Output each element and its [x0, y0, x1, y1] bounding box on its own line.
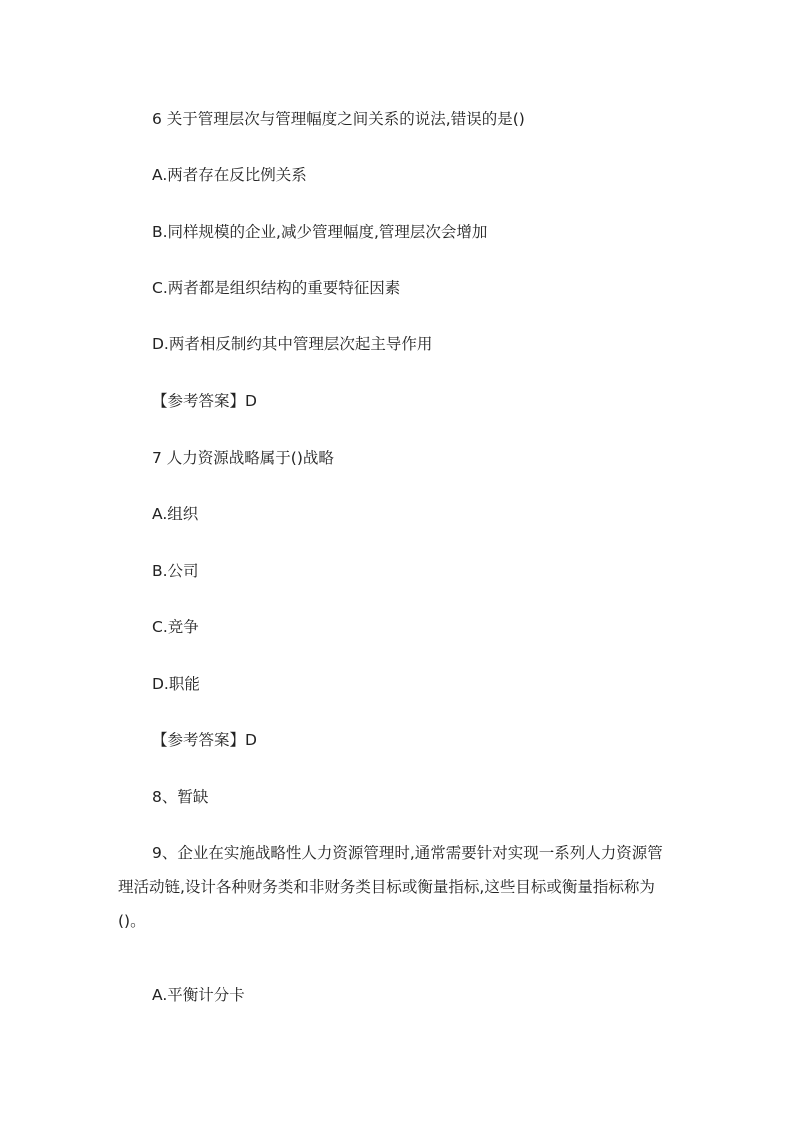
question-6-option-a: A.两者存在反比例关系 [152, 166, 307, 184]
question-7-option-a: A.组织 [152, 505, 199, 523]
question-6-option-b: B.同样规模的企业,减少管理幅度,管理层次会增加 [152, 223, 488, 241]
question-9-stem: 9、企业在实施战略性人力资源管理时,通常需要针对实现一系列人力资源管理活动链,设计各种财务类和非财务类目标或衡量指标,这些目标或衡量指标称为()。 [118, 844, 663, 930]
question-7-option-c: C.竞争 [152, 618, 199, 636]
question-6-option-d: D.两者相反制约其中管理层次起主导作用 [152, 335, 433, 353]
question-6-answer: 【参考答案】D [152, 392, 257, 410]
question-6-stem: 6 关于管理层次与管理幅度之间关系的说法,错误的是() [152, 110, 525, 128]
question-8-stem: 8、暂缺 [152, 788, 209, 806]
question-7-option-b: B.公司 [152, 562, 199, 580]
question-7-stem: 7 人力资源战略属于()战略 [152, 449, 334, 467]
question-7-answer: 【参考答案】D [152, 731, 257, 749]
question-9-option-a: A.平衡计分卡 [152, 986, 245, 1004]
question-6-option-c: C.两者都是组织结构的重要特征因素 [152, 279, 401, 297]
question-7-option-d: D.职能 [152, 675, 200, 693]
